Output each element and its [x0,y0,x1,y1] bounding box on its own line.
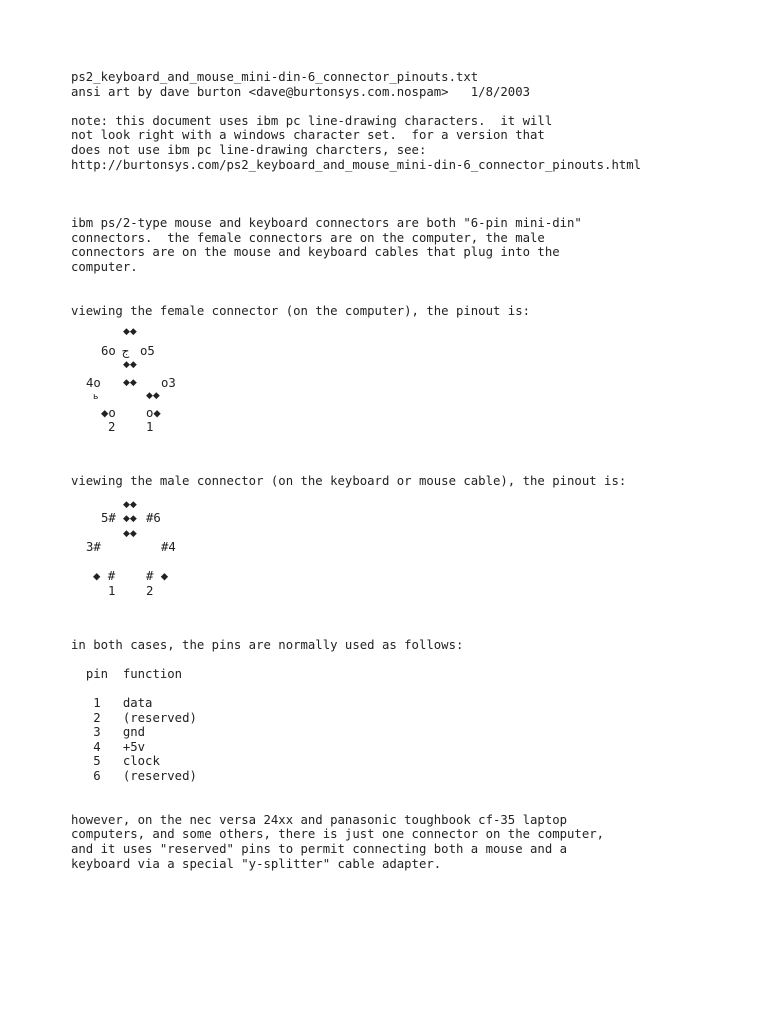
female-caption: viewing the female connector (on the computer), the pinout is: [71,303,531,318]
male-caption: viewing the male connector (on the keyboard or mouse cable), the pinout is: [71,474,627,489]
table-header [71,667,751,682]
pin-function: (reserved) [122,769,197,784]
pin-number: 2 [93,710,101,725]
female-pin-6: 6o [101,344,116,359]
table-row [71,769,751,784]
female-key-top: ◆◆ [123,327,137,338]
male-key-mid: ◆◆ [123,513,137,524]
closing-line: and it uses "reserved" pins to permit connecting both a mouse and a [71,842,568,856]
pin-function-table [71,667,751,784]
female-pin-1-row: o◆ [146,406,161,421]
male-key-bottom: ◆◆ [123,528,137,539]
male-label-2: 2 [146,583,154,598]
female-pin-5: o5 [140,344,155,359]
female-pin-4: 4o [86,376,101,391]
male-pin-6: #6 [146,510,161,525]
pin-number: 3 [93,725,101,740]
female-center-mark: ◆◆ [123,378,137,389]
pin-number: 6 [93,769,101,784]
document-body [71,70,751,871]
intro-line: connectors are on the mouse and keyboard cables that plug into the [71,245,560,260]
male-pin-3: 3# [86,539,101,554]
female-key-bottom: ◆◆ [123,360,137,371]
male-pin-1-row: ◆ # [93,568,116,583]
female-left-mark: ь [93,392,99,403]
closing-line: computers, and some others, there is just one connector on the computer, [71,827,605,842]
female-label-2: 2 [108,420,116,435]
table-row [71,754,751,769]
note-line: not look right with a windows character set. for a version that [71,128,545,143]
female-pin-2-row: ◆o [101,406,116,421]
female-label-1: 1 [146,420,154,435]
female-pin-3: o3 [161,376,176,391]
note-url: http://burtonsys.com/ps2_keyboard_and_mouse_mini-din-6_connector_pinouts.html [71,157,642,172]
male-label-1: 1 [108,583,116,598]
note-line: note: this document uses ibm pc line-drawing characters. it will [71,113,553,128]
female-connector-diagram [71,318,271,445]
usage-caption: in both cases, the pins are normally used as follows: [71,637,464,652]
pin-function: +5v [122,739,146,754]
pin-function: clock [122,754,160,769]
closing-line: however, on the nec versa 24xx and panasonic toughbook cf-35 laptop [71,812,568,827]
pin-number: 5 [93,754,101,769]
pin-function: gnd [122,725,146,740]
male-key-top: ◆◆ [123,499,137,510]
closing-paragraph [71,813,751,871]
table-row [71,696,751,711]
document-filename: ps2_keyboard_and_mouse_mini-din-6_connector_pinouts.txt [71,70,479,84]
pin-function: data [122,696,153,711]
pin-column-header: pin [85,666,109,681]
male-pin-2-row: # ◆ [146,568,169,583]
note-line: does not use ibm pc line-drawing charcters, see: [71,142,427,157]
intro-line: connectors. the female connectors are on the computer, the male [71,230,545,245]
male-connector-diagram [71,489,271,598]
female-right-mark: ◆◆ [146,391,160,402]
table-row [71,711,751,726]
table-row [71,725,751,740]
pin-function: (reserved) [122,710,197,725]
table-row [71,740,751,755]
document-byline: ansi art by dave burton <dave@burtonsys.com.nospam> 1/8/2003 [71,84,531,99]
male-pin-4: #4 [161,539,176,554]
note-paragraph [71,114,751,172]
intro-paragraph [71,216,751,274]
intro-line: ibm ps/2-type mouse and keyboard connectors are both "6-pin mini-din" [71,215,582,230]
closing-line: keyboard via a special "y-splitter" cable adapter. [71,856,442,871]
male-pin-5: 5# [101,510,116,525]
pin-number: 4 [93,739,101,754]
function-column-header: function [122,666,183,681]
intro-line: computer. [71,259,138,274]
pin-number: 1 [93,696,101,711]
female-key-char: ج [122,344,130,359]
